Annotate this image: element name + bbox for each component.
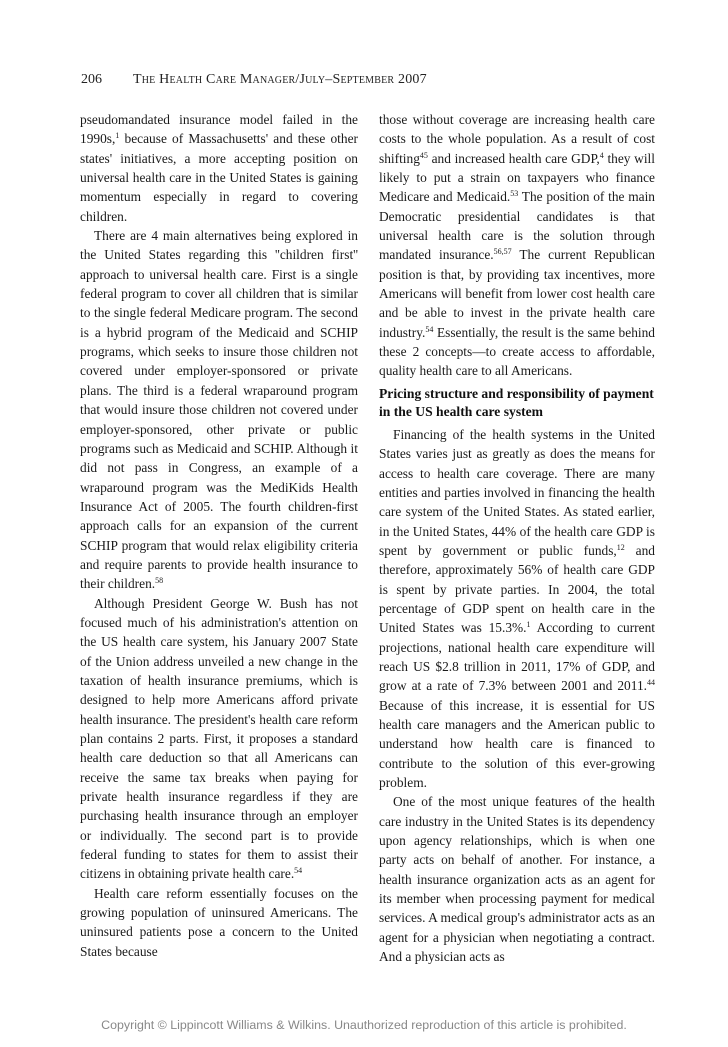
text-run: and therefore, approximately 56% of health care GDP is spent by private parties. In 2004, the total percentage of GDP spent on health care in the United States was 15.3%. [379,542,655,636]
text-run: pseudomandated insurance model failed in the 1990s, [80,112,358,147]
section-heading: Pricing structure and responsibility of payment in the US health care system [379,385,654,419]
text-run: Essentially, the result is the same behind these 2 concepts—to create access to affordable, quality health care to all Americans. [379,324,655,379]
paragraph [80,110,358,226]
citation: 53 [510,189,519,199]
text-run: There are 4 main alternatives being explored in the United States regarding this ''children first'' approach to universal health care. First is a single federal program to cover all children that is similar to the single federal Medicare program. The second is a hybrid program of the Medicaid and SCHIP programs, which seeks to insure those children not covered under employer-sponsored or private plans. The third is a federal wraparound program that would insure those children not covered under employer-sponsored, other private or public programs such as Medicaid and SCHIP. Although it did not pass in Congress, an example of a wraparound program was the MediKids Health Insurance Act of 2005. The fourth children-first approach calls for an expansion of the current SCHIP program that would relax eligibility criteria and require parents to provide health insurance to their children. [80,228,358,592]
running-header [81,72,661,94]
paragraph [80,226,358,594]
text-run: The current Republican position is that, by providing tax incentives, more Americans will benefit from lower cost health care and be able to invest in the private health care industry. [379,247,655,340]
text-run: According to current projections, national health care expenditure will reach US $2.8 trillion in 2011, 17% of GDP, and grow at a rate of 7.3% between 2001 and 2011. [379,620,655,694]
citation: 1 [115,131,120,141]
text-run: and increased health care GDP, [427,150,600,166]
citation: 12 [616,542,625,552]
copyright-notice: Copyright © Lippincott Williams & Wilkins. Unauthorized reproduction of this article is prohibited. [101,1018,627,1032]
citation: 1 [526,620,531,630]
page-number: 206 [81,72,102,87]
text-run: they will likely to put a strain on taxpayers who finance Medicare and Medicaid. [379,150,655,205]
citation: 54 [425,324,434,334]
text-run: The position of the main Democratic presidential candidates is that universal health care is the solution through mandated insurance. [379,189,655,263]
text-run: One of the most unique features of the health care industry in the United States is its dependency upon agency relationships, which is when one party acts on behalf of another. For instance, a health insurance organization acts as an agent for its member when processing payment for medical services. A medical group's administrator acts as an agent for a physician when negotiating a contract. And a physician acts as [379,794,655,965]
citation: 44 [647,678,655,688]
citation: 45 [419,150,428,160]
right-column [379,110,655,966]
text-run: because of Massachusetts' and these other states' initiatives, a more accepting position on universal health care in the United States is gaining momentum especially in regard to covering children. [80,131,358,224]
text-run: those without coverage are increasing health care costs to the whole population. As a result of cost shifting [379,112,655,166]
citation: 4 [599,150,604,160]
paragraph [80,594,358,884]
citation: 56,57 [493,247,512,257]
citation: 58 [155,576,164,586]
journal-title: The Health Care Manager/July–September 2007 [133,72,427,87]
paragraph [379,110,655,381]
paragraph [80,884,358,961]
text-run: Financing of the health systems in the United States varies just as greatly as does the means for access to health care coverage. There are many entities and parties involved in financing the health care system of the United States. As stated earlier, in the United States, 44% of the health care GDP is spent by government or public funds, [379,426,655,558]
text-run: Although President George W. Bush has not focused much of his administration's attention on the US health care system, his January 2007 State of the Union address unveiled a new change in the taxation of health insurance premiums, which is designed to help more Americans afford private health insurance. The president's health care reform plan contains 2 parts. First, it proposes a standard health care deduction so that all Americans can receive the same tax breaks when paying for private health insurance regardless if they are purchasing health insurance through an employer or individually. The second part is to provide federal funding to states for them to assist their citizens in obtaining private health care. [80,595,358,882]
paragraph [379,792,655,966]
left-column [80,110,358,961]
paragraph [379,425,655,793]
text-run: Health care reform essentially focuses on the growing population of uninsured Americans. The uninsured patients pose a concern to the United States because [80,885,358,959]
text-run: Because of this increase, it is essential for US health care managers and the American public to understand how health care is financed to contribute to the solution of this ever-growing problem. [379,697,655,790]
citation: 54 [294,866,303,876]
